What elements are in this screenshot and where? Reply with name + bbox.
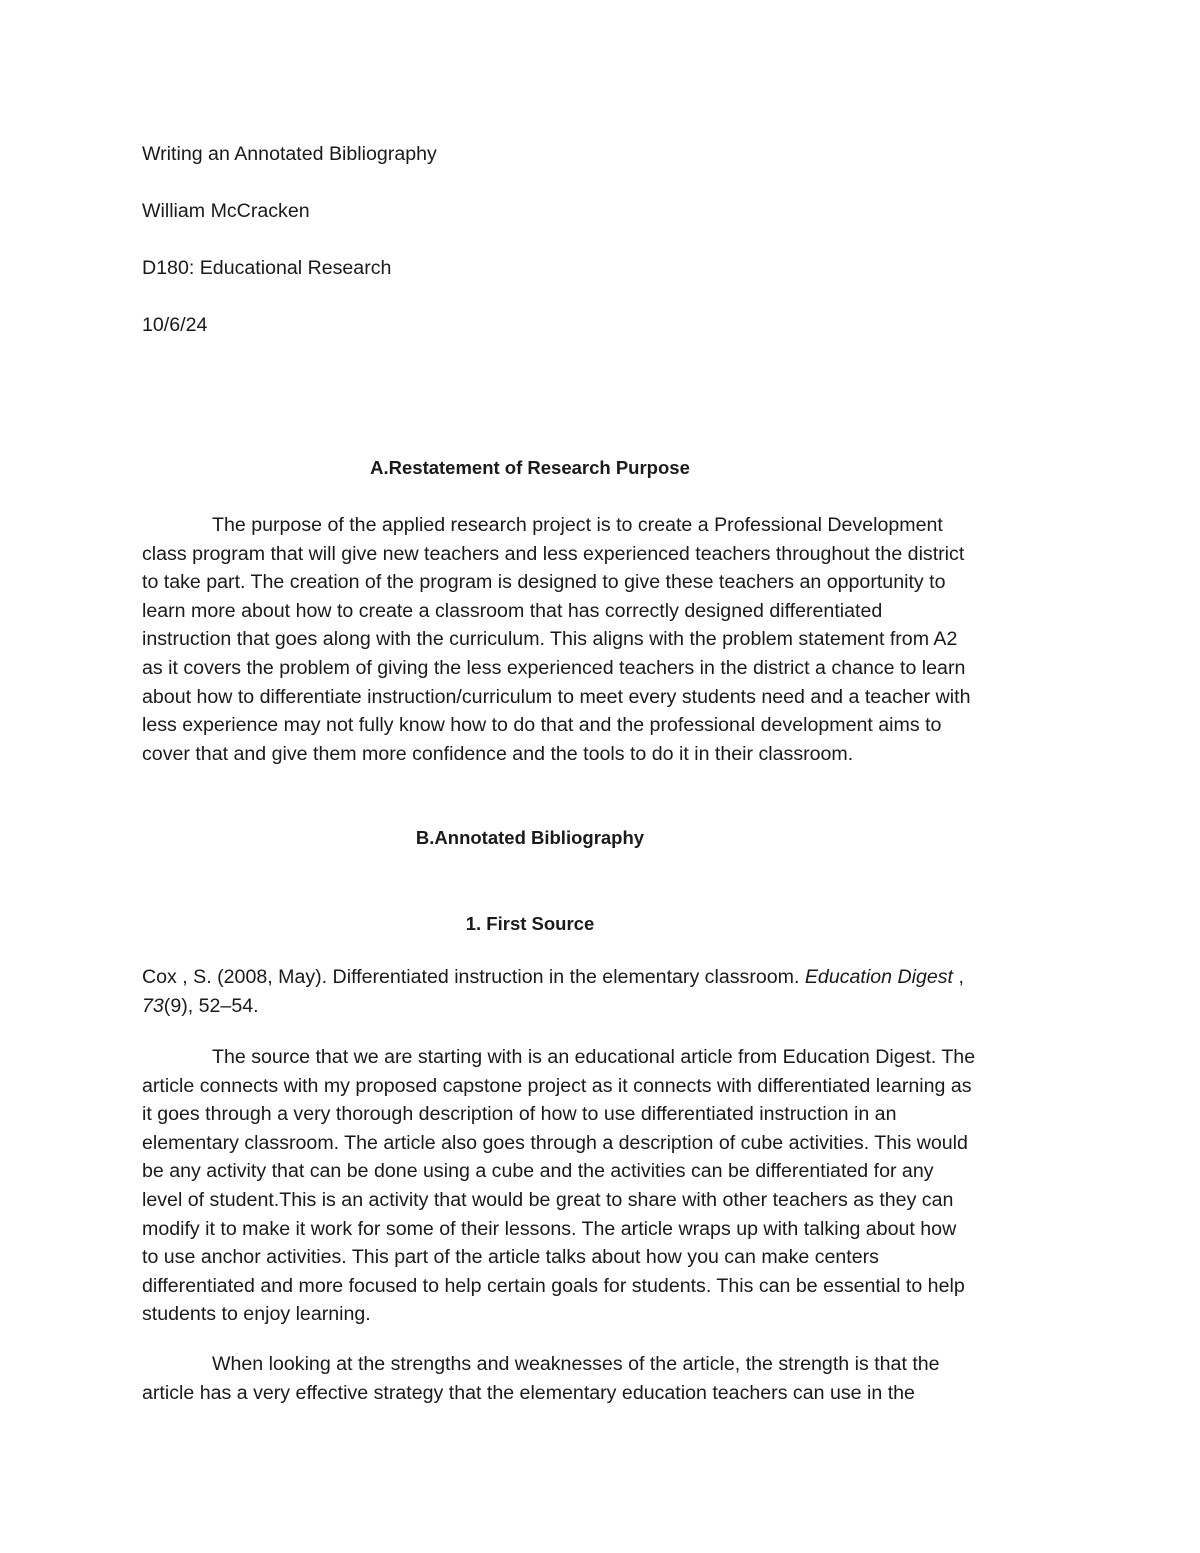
citation-line [142,963,1072,992]
document-title: Writing an Annotated Bibliography [142,143,437,165]
section-a-heading: A.Restatement of Research Purpose [370,457,690,478]
citation-journal: Education Digest [804,966,953,988]
paragraph-line: students to enjoy learning. [142,1303,371,1326]
section-a-paragraph [142,511,1072,768]
citation-text: Cox , S. (2008, May). Differentiated instruction in the elementary classroom. [142,966,805,988]
paragraph-line: as it covers the problem of giving the less experienced teachers in the district a chance to learn [142,656,966,679]
source-1-citation [142,963,1072,1020]
paragraph-line: cover that and give them more confidence and the tools to do it in their classroom. [142,742,854,765]
paragraph-line: class program that will give new teachers and less experienced teachers throughout the district [142,542,965,565]
paragraph-line: The purpose of the applied research project is to create a Professional Development [212,514,943,536]
citation-comma: , [953,966,964,988]
paragraph-line: elementary classroom. The article also goes through a description of cube activities. This would [142,1131,968,1154]
citation-line [142,992,1072,1021]
paragraph-line: The source that we are starting with is an educational article from Education Digest. The [212,1046,976,1068]
paragraph-line: differentiated and more focused to help certain goals for students. This can be essential to help [142,1274,965,1297]
author-name: William McCracken [142,200,310,222]
citation-volume: 73 [142,994,164,1017]
paragraph-line: be any activity that can be done using a cube and the activities can be differentiated for any [142,1160,934,1183]
paragraph-line: to take part. The creation of the program is designed to give these teachers an opportunity to [142,571,946,594]
source-1-heading: 1. First Source [465,913,595,934]
paragraph-line: instruction that goes along with the curriculum. This aligns with the problem statement from A2 [142,628,958,651]
course-name: D180: Educational Research [142,257,392,279]
paragraph-line: article connects with my proposed capstone project as it connects with differentiated learning as [142,1074,972,1097]
citation-pages: (9), 52–54. [163,994,259,1017]
section-b-heading: B.Annotated Bibliography [415,827,645,848]
paragraph-line: level of student.This is an activity that would be great to share with other teachers as they can [142,1188,954,1211]
source-1-evaluation-paragraph [142,1350,1072,1407]
paragraph-line: less experience may not fully know how to do that and the professional development aims to [142,714,942,737]
paragraph-line: it goes through a very thorough description of how to use differentiated instruction in an [142,1103,897,1126]
source-1-summary-paragraph [142,1043,1072,1329]
paragraph-line: When looking at the strengths and weaknesses of the article, the strength is that the [212,1353,940,1375]
document-date: 10/6/24 [142,314,208,336]
paragraph-line: modify it to make it work for some of their lessons. The article wraps up with talking about how [142,1217,957,1240]
paragraph-line: about how to differentiate instruction/curriculum to meet every students need and a teacher with [142,685,971,708]
paragraph-line: learn more about how to create a classroom that has correctly designed differentiated [142,599,883,622]
paragraph-line: article has a very effective strategy that the elementary education teachers can use in the [142,1381,915,1404]
paragraph-line: to use anchor activities. This part of the article talks about how you can make centers [142,1246,879,1269]
